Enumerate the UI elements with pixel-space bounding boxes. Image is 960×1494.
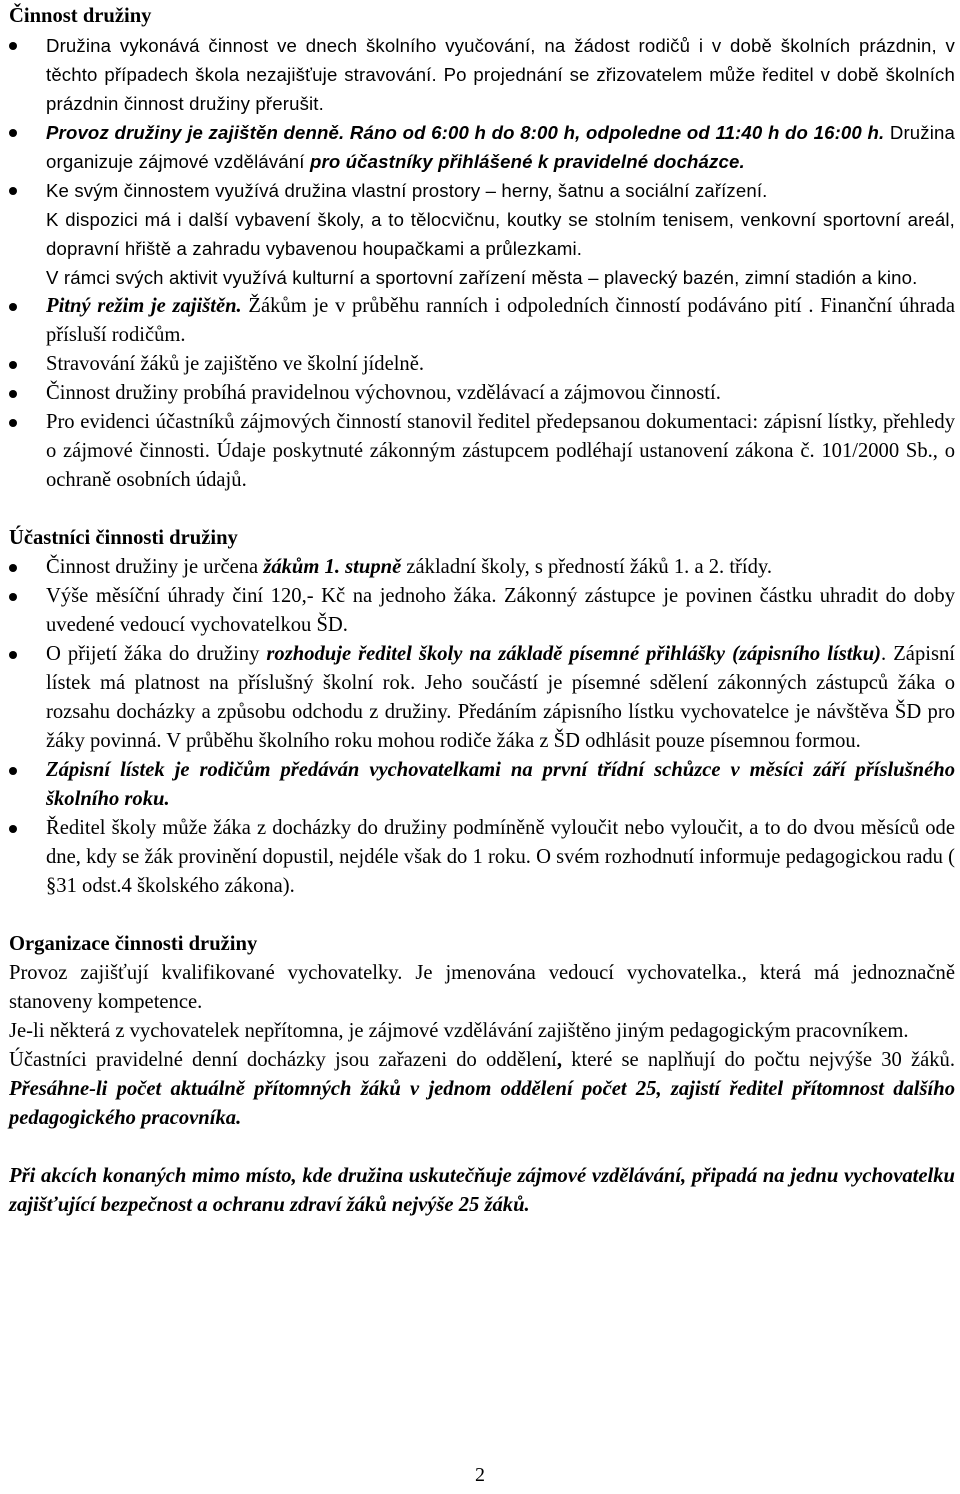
list-item-text: Družina organizuje zájmové vzdělávání [46, 122, 955, 172]
list-item [9, 292, 955, 350]
list-item-continuation: V rámci svých aktivit využívá kulturní a sportovní zařízení města – plavecký bazén, zimní stadión a kino. [46, 267, 918, 288]
spacer [9, 901, 955, 930]
rozhoduje-emphasis: rozhoduje ředitel školy na základě písemné přihlášky (zápisního lístku) [266, 643, 882, 665]
list-item: Družina vykonává činnost ve dnech školního vyučování, na žádost rodičů i v době školních prázdnin, v těchto případech škola nezajišťuje stravování. Po projednání se zřizovatelem může ředitel v době školních prázdnin činnost družiny přerušit. [9, 31, 955, 118]
list-item: Činnost družiny probíhá pravidelnou výchovnou, vzdělávací a zájmovou činností. [9, 379, 955, 408]
list-item: Pro evidenci účastníků zájmových činností stanovil ředitel předepsanou dokumentaci: zápisní lístky, přehledy o zájmové činnosti. Údaje poskytnuté zákonným zástupcem podléhají ustanovení zákona č. 101/2000 Sb., o ochraně osobních údajů. [9, 408, 955, 495]
zakum-emphasis: žákům 1. stupně [263, 556, 402, 578]
section-title-ucastnici: Účastníci činnosti družiny [9, 527, 238, 549]
section-title-organizace: Organizace činnosti družiny [9, 933, 258, 955]
list-item: Výše měsíční úhrady činí 120,- Kč na jednoho žáka. Zákonný zástupce je povinen částku uhradit do doby uvedené vedoucí vychovatelkou ŠD. [9, 582, 955, 640]
presahne-emphasis: Přesáhne-li počet aktuálně přítomných žáků v jednom oddělení počet 25, zajistí ředitel přítomnost dalšího pedagogického pracovníka. [9, 1078, 955, 1129]
list-item-text: Žákům je v průběhu ranních i odpoledních činností podáváno pití . Finanční úhrada přísluší rodičům. [46, 295, 955, 346]
list-item: Ředitel školy může žáka z docházky do družiny podmíněně vyloučit nebo vyloučit, a to do dvou měsíců ode dne, kdy se žák provinění dopustil, nejdéle však do 1 roku. O svém rozhodnutí informuje pedagogickou radu ( §31 odst.4 školského zákona). [9, 814, 955, 901]
list-item: Ke svým činnostem využívá družina vlastní prostory – herny, šatnu a sociální zařízení. [9, 176, 955, 205]
list-item: Stravování žáků je zajištěno ve školní jídelně. [9, 350, 955, 379]
paragraph-text: Účastníci pravidelné denní docházky jsou zařazeni do oddělení [9, 1049, 557, 1071]
document-page [9, 0, 955, 1220]
paragraph: Je-li některá z vychovatelek nepřítomna, je zájmové vzdělávání zajištěno jiným pedagogickým pracovníkem. [9, 1020, 909, 1042]
paragraph: Provoz zajišťují kvalifikované vychovatelky. Je jmenována vedoucí vychovatelka., která má jednoznačně stanoveny kompetence. [9, 962, 955, 1013]
spacer [9, 1133, 955, 1162]
pitny-rezim-emphasis: Pitný režim je zajištěn. [46, 295, 242, 317]
ucastnici-list [9, 553, 955, 901]
paragraph-text: které se naplňují do počtu nejvýše 30 žáků. [562, 1049, 955, 1071]
spacer [9, 495, 955, 524]
provoz-emphasis: Provoz družiny je zajištěn denně. Ráno od 6:00 h do 8:00 h, odpoledne od 11:40 h do 16:00 h. [46, 122, 885, 143]
paragraph [9, 1046, 955, 1133]
list-item-text: O přijetí žáka do družiny [46, 643, 267, 665]
list-item-text: Činnost družiny je určena [46, 556, 264, 578]
list-item [9, 640, 955, 756]
cinnost-list [9, 31, 955, 495]
paragraph-emphasis: Při akcích konaných mimo místo, kde družina uskutečňuje zájmové vzdělávání, připadá na jednu vychovatelku zajišťující bezpečnost a ochranu zdraví žáků nejvýše 25 žáků. [9, 1165, 955, 1216]
list-item [9, 118, 955, 176]
list-item-text: . Zápisní lístek má platnost na příslušný školní rok. Jeho součástí je písemné sdělení zákonných zástupců žáka o rozsahu docházky a způsobu odchodu z družiny. Předáním zápisního lístku vychovatelce je návštěva ŠD pro žáky povinná. V průběhu školního roku mohou rodiče žáka z ŠD odhlásit pouze písemnou formou. [46, 643, 955, 752]
section-title-cinnost: Činnost družiny [9, 5, 152, 27]
comma-bold: , [556, 1049, 563, 1071]
list-item: Zápisní lístek je rodičům předáván vychovatelkami na první třídní schůzce v měsíci září příslušného školního roku. [9, 756, 955, 814]
list-item-text: základní školy, s předností žáků 1. a 2. třídy. [401, 556, 773, 578]
list-item-continuation: K dispozici má i další vybavení školy, a to tělocvičnu, koutky se stolním tenisem, venkovní sportovní areál, dopravní hřiště a zahradu vybavenou houpačkami a průlezkami. [46, 209, 955, 259]
page-number: 2 [475, 1464, 485, 1486]
list-item [9, 553, 955, 582]
ucastnici-emphasis: pro účastníky přihlášené k pravidelné docházce. [309, 151, 745, 172]
